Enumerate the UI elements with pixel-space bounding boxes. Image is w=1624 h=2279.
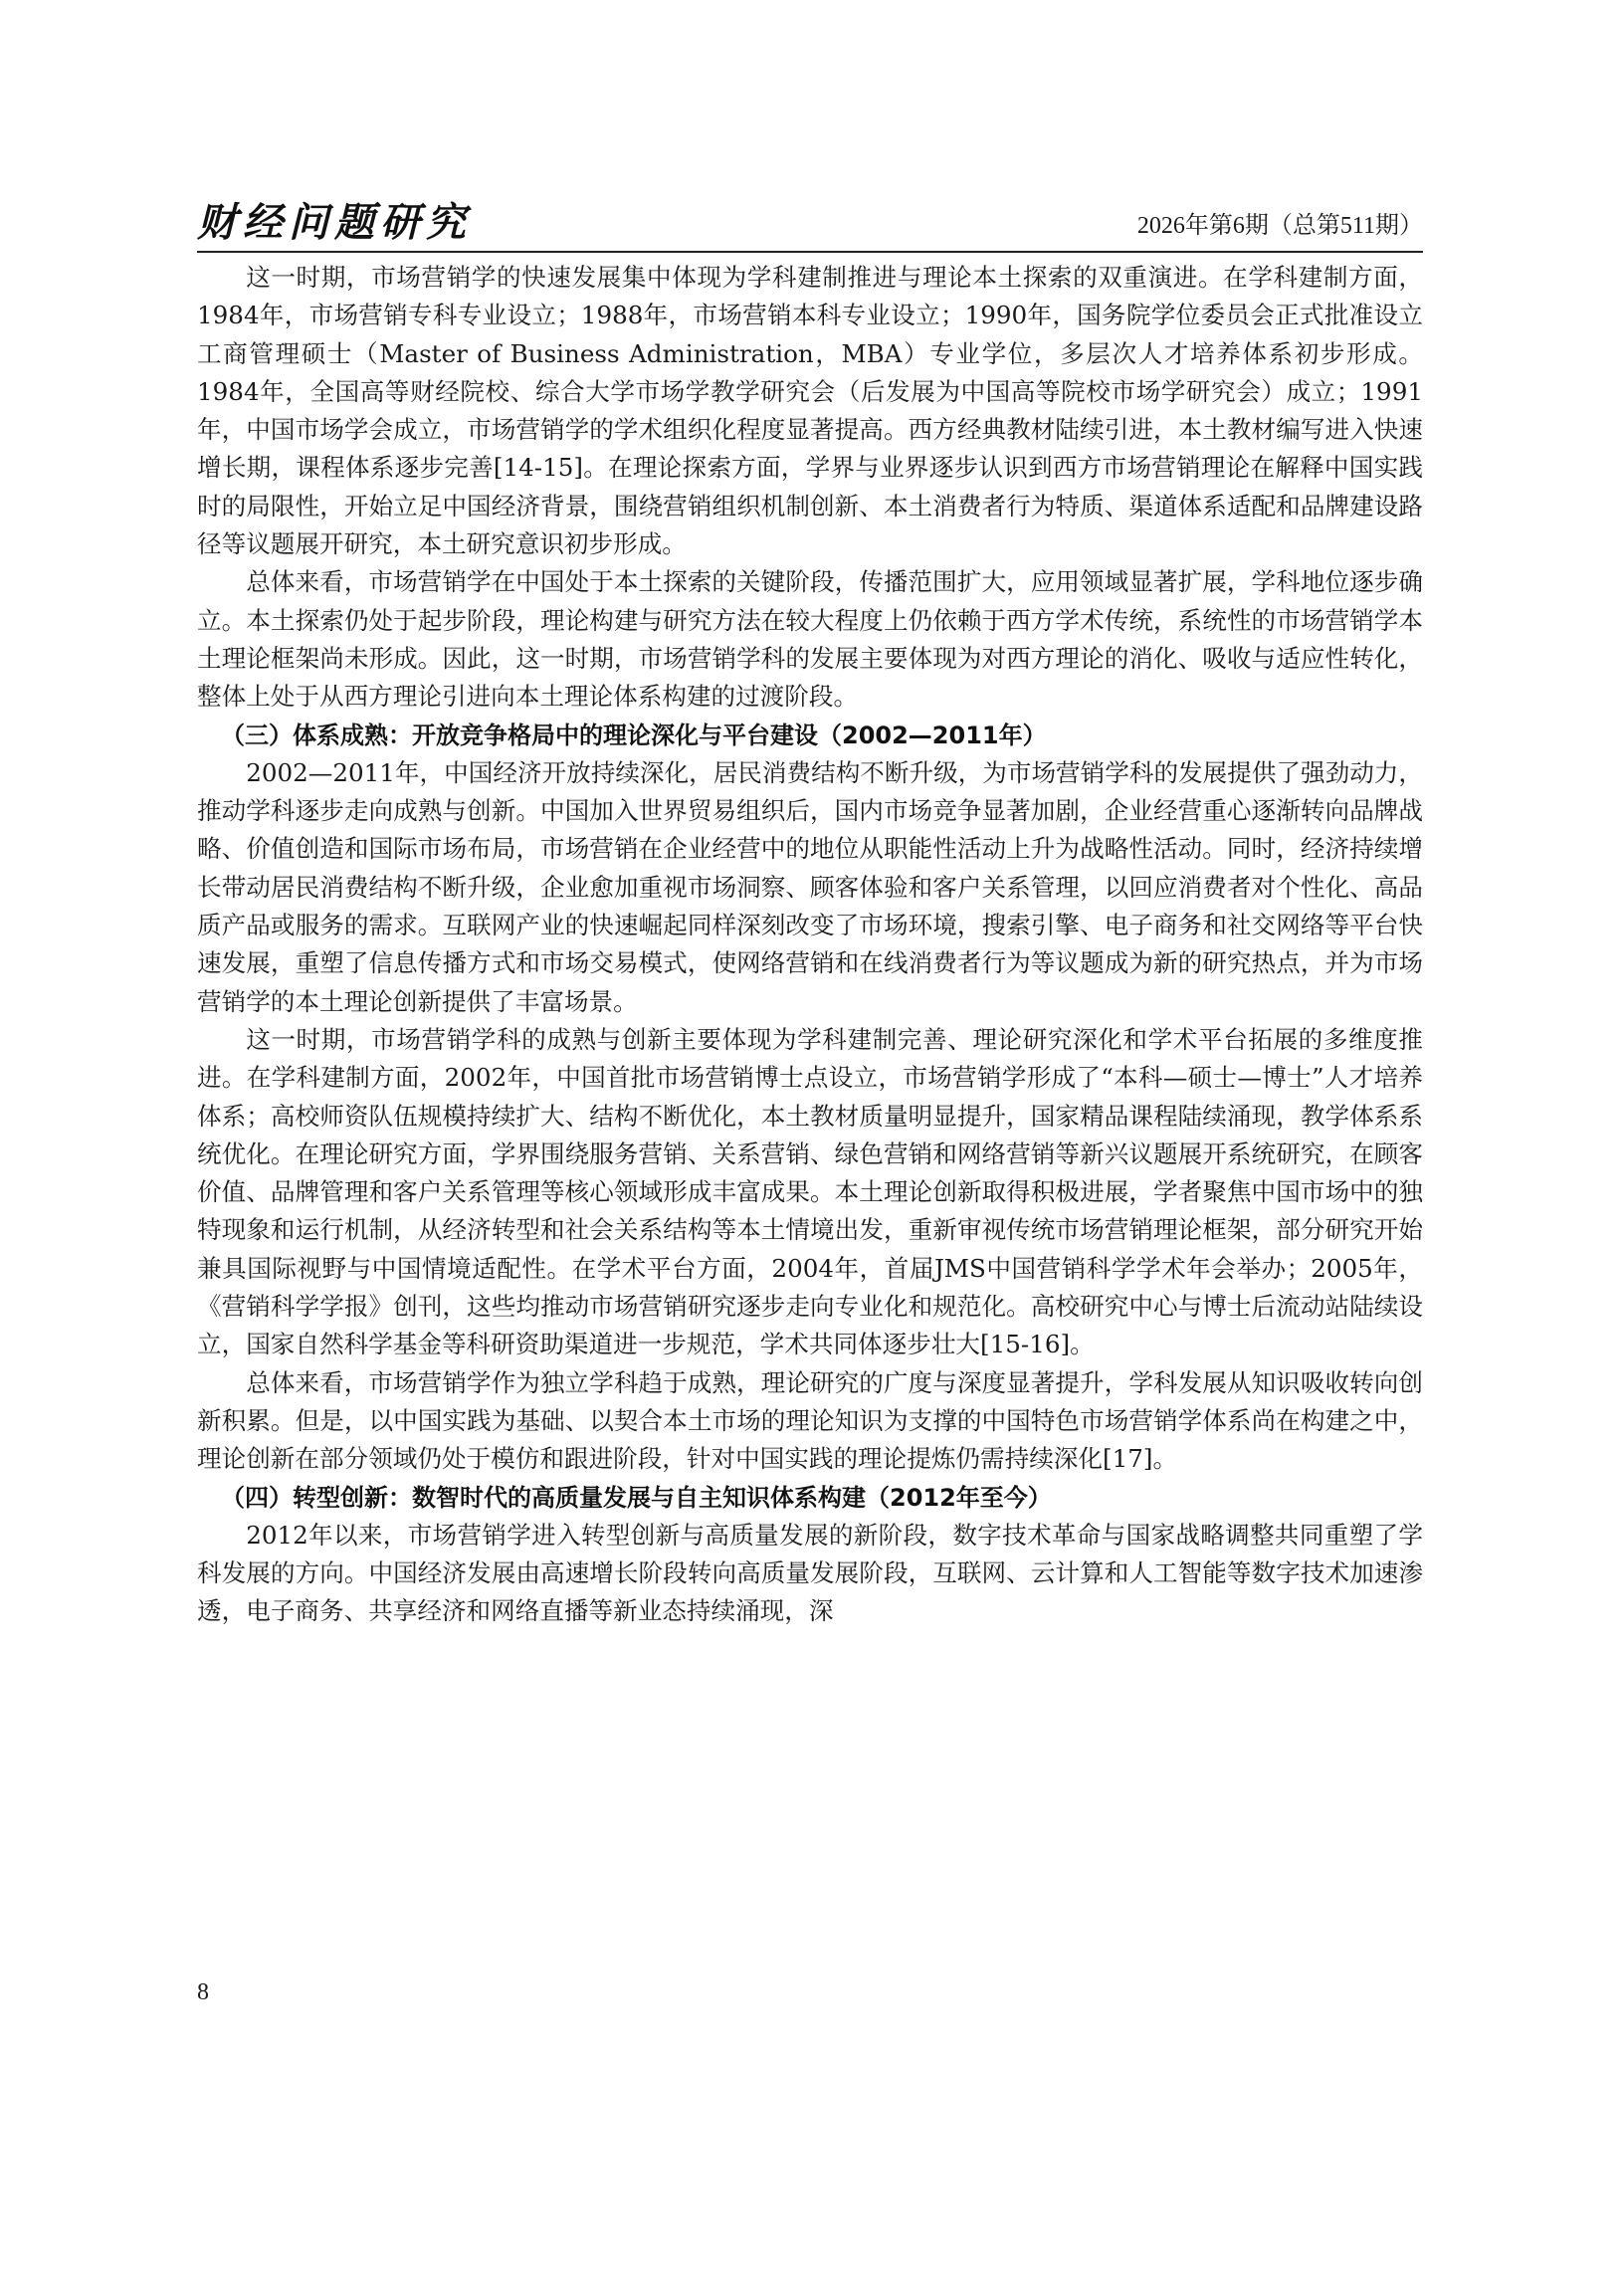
paragraph: 这一时期，市场营销学的快速发展集中体现为学科建制推进与理论本土探索的双重演进。在学科建制方面，1984年，市场营销专科专业设立；1988年，市场营销本科专业设立；1990年，国务院学位委员会正式批准设立工商管理硕士（Master of Business Administration，MBA）专业学位，多层次人才培养体系初步形成。1984年，全国高等财经院校、综合大学市场学教学研究会（后发展为中国高等院校市场学研究会）成立；1991年，中国市场学会成立，市场营销学的学术组织化程度显著提高。西方经典教材陆续引进，本土教材编写进入快速增长期，课程体系逐步完善[14-15]。在理论探索方面，学界与业界逐步认识到西方市场营销理论在解释中国实践时的局限性，开始立足中国经济背景，围绕营销组织机制创新、本土消费者行为特质、渠道体系适配和品牌建设路径等议题展开研究，本土研究意识初步形成。 <box>197 263 1423 559</box>
article-body <box>197 259 1423 1631</box>
issue-info: 2026年第6期（总第511期） <box>1136 213 1423 239</box>
section-heading: （三）体系成熟：开放竞争格局中的理论深化与平台建设（2002—2011年） <box>221 721 1047 749</box>
section-heading: （四）转型创新：数智时代的高质量发展与自主知识体系构建（2012年至今） <box>221 1483 1052 1512</box>
paragraph: 2012年以来，市场营销学进入转型创新与高质量发展的新阶段，数字技术革命与国家战略调整共同重塑了学科发展的方向。中国经济发展由高速增长阶段转向高质量发展阶段，互联网、云计算和人工智能等数字技术加速渗透，电子商务、共享经济和网络直播等新业态持续涌现，深 <box>197 1520 1423 1626</box>
journal-logo: 财经问题研究 <box>197 199 472 246</box>
paragraph: 这一时期，市场营销学科的成熟与创新主要体现为学科建制完善、理论研究深化和学术平台拓展的多维度推进。在学科建制方面，2002年，中国首批市场营销博士点设立，市场营销学形成了“本科—硕士—博士”人才培养体系；高校师资队伍规模持续扩大、结构不断优化，本土教材质量明显提升，国家精品课程陆续涌现，教学体系系统优化。在理论研究方面，学界围绕服务营销、关系营销、绿色营销和网络营销等新兴议题展开系统研究，在顾客价值、品牌管理和客户关系管理等核心领域形成丰富成果。本土理论创新取得积极进展，学者聚焦中国市场中的独特现象和运行机制，从经济转型和社会关系结构等本土情境出发，重新审视传统市场营销理论框架，部分研究开始兼具国际视野与中国情境适配性。在学术平台方面，2004年，首届JMS中国营销科学学术年会举办；2005年，《营销科学学报》创刊，这些均推动市场营销研究逐步走向专业化和规范化。高校研究中心与博士后流动站陆续设立，国家自然科学基金等科研资助渠道进一步规范，学术共同体逐步壮大[15-16]。 <box>197 1024 1423 1359</box>
paragraph: 2002—2011年，中国经济开放持续深化，居民消费结构不断升级，为市场营销学科的发展提供了强劲动力，推动学科逐步走向成熟与创新。中国加入世界贸易组织后，国内市场竞争显著加剧，企业经营重心逐渐转向品牌战略、价值创造和国际市场布局，市场营销在企业经营中的地位从职能性活动上升为战略性活动。同时，经济持续增长带动居民消费结构不断升级，企业愈加重视市场洞察、顾客体验和客户关系管理，以回应消费者对个性化、高品质产品或服务的需求。互联网产业的快速崛起同样深刻改变了市场环境，搜索引擎、电子商务和社交网络等平台快速发展，重塑了信息传播方式和市场交易模式，使网络营销和在线消费者行为等议题成为新的研究热点，并为市场营销学的本土理论创新提供了丰富场景。 <box>197 757 1423 1016</box>
page-header <box>197 199 1423 247</box>
paragraph: 总体来看，市场营销学作为独立学科趋于成熟，理论研究的广度与深度显著提升，学科发展从知识吸收转向创新积累。但是，以中国实践为基础、以契合本土市场的理论知识为支撑的中国特色市场营销学体系尚在构建之中，理论创新在部分领域仍处于模仿和跟进阶段，针对中国实践的理论提炼仍需持续深化[17]。 <box>197 1367 1423 1474</box>
header-divider <box>197 251 1423 253</box>
paragraph: 总体来看，市场营销学在中国处于本土探索的关键阶段，传播范围扩大，应用领域显著扩展，学科地位逐步确立。本土探索仍处于起步阶段，理论构建与研究方法在较大程度上仍依赖于西方学术传统，系统性的市场营销学本土理论框架尚未形成。因此，这一时期，市场营销学科的发展主要体现为对西方理论的消化、吸收与适应性转化，整体上处于从西方理论引进向本土理论体系构建的过渡阶段。 <box>197 567 1423 712</box>
page-number: 8 <box>197 1979 209 2005</box>
